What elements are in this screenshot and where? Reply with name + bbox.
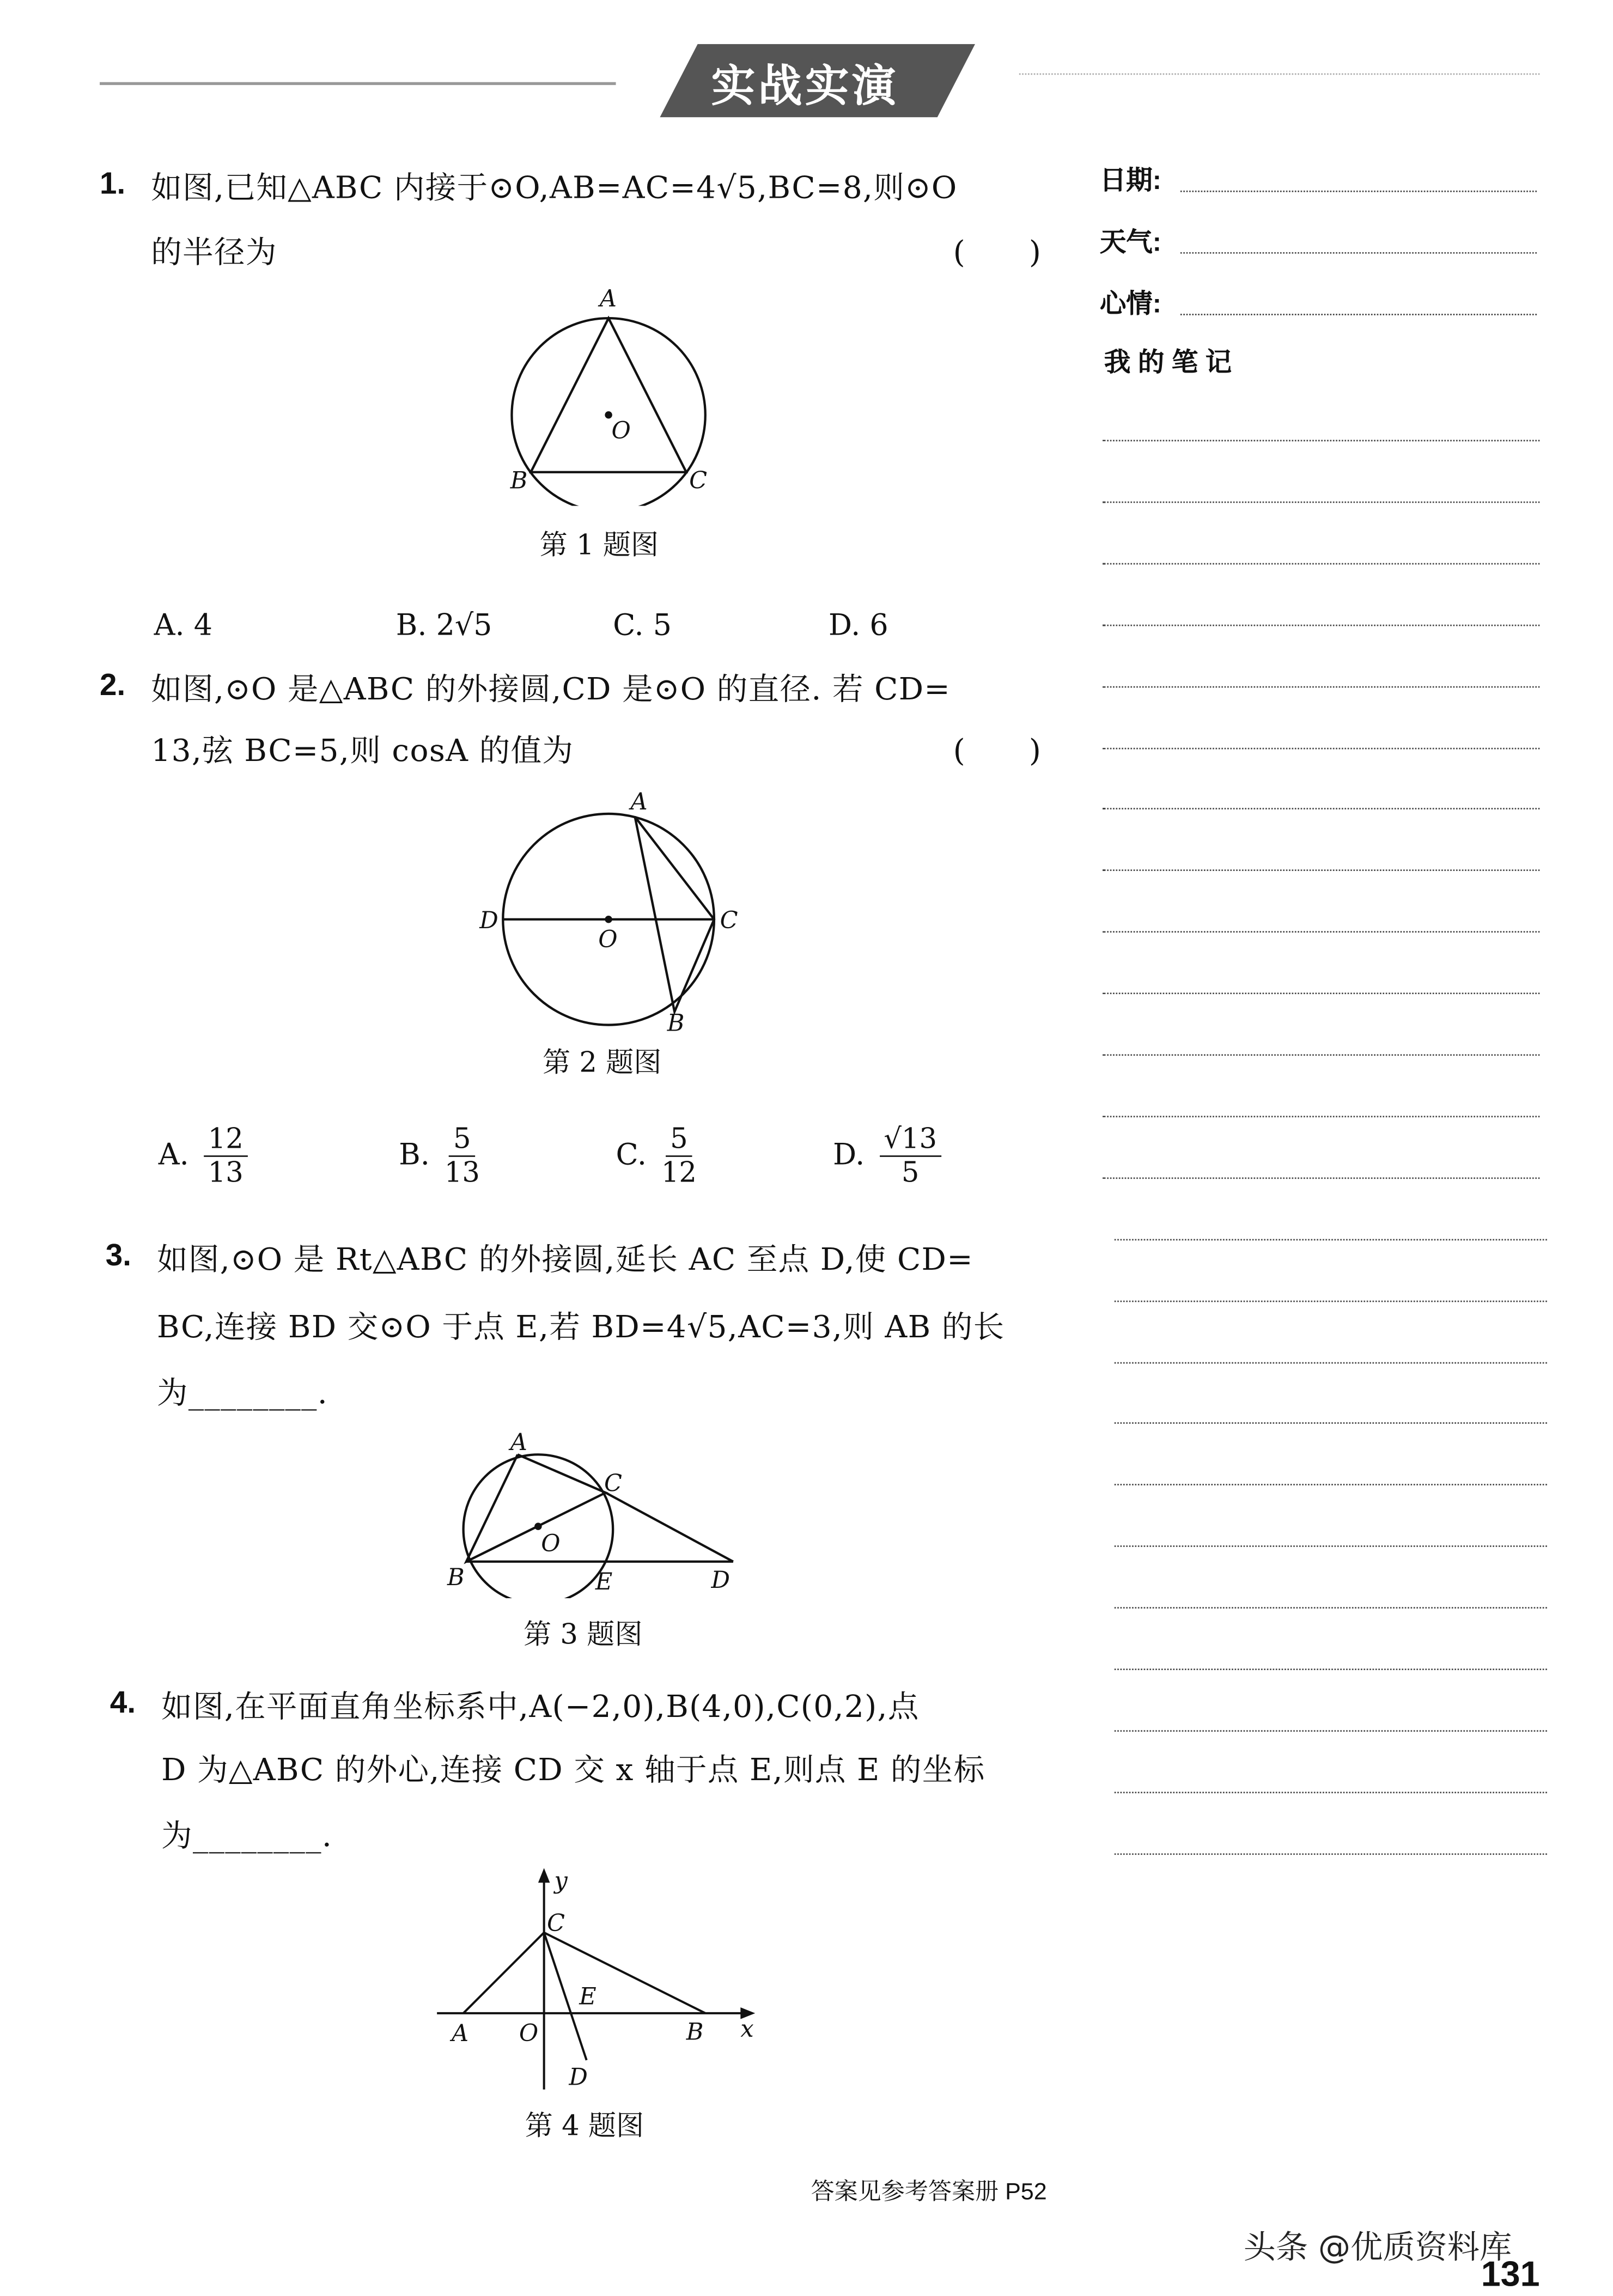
mood-field[interactable] (1180, 314, 1537, 315)
option-value: 2√5 (436, 607, 492, 643)
figure-2-caption: 第 2 题图 (542, 1046, 662, 1080)
numerator: 5 (666, 1123, 692, 1157)
question-2-text: 如图,⊙O 是△ABC 的外接圆,CD 是⊙O 的直径. 若 CD= (151, 671, 951, 707)
option-c[interactable] (613, 607, 672, 642)
label-c: C (689, 467, 708, 495)
date-label: 日期: (1099, 166, 1161, 196)
page-number: 131 (1481, 2255, 1540, 2295)
note-line[interactable] (1103, 870, 1539, 872)
notes-title: 我 的 笔 记 (1104, 347, 1232, 377)
label-o: O (598, 925, 618, 953)
note-line[interactable] (1115, 1792, 1547, 1793)
option-b[interactable] (396, 607, 492, 642)
label-a: A (630, 788, 648, 815)
label-c: C (604, 1470, 622, 1497)
numerator: 12 (204, 1123, 248, 1157)
note-line[interactable] (1103, 1177, 1539, 1179)
option-a[interactable] (154, 607, 212, 642)
note-line[interactable] (1103, 993, 1539, 995)
label-c: C (720, 906, 738, 934)
option-c[interactable] (616, 1123, 697, 1189)
answer-reference: 答案见参考答案册 P52 (811, 2180, 1047, 2206)
note-line[interactable] (1103, 563, 1539, 564)
label-d: D (569, 2063, 588, 2091)
watermark: 头条 @优质资料库 (1243, 2230, 1512, 2267)
note-line[interactable] (1103, 686, 1539, 687)
label-c: C (547, 1910, 565, 1938)
option-label: A. (154, 607, 185, 643)
label-a: A (510, 1429, 527, 1457)
date-field[interactable] (1180, 191, 1537, 192)
option-label: D. (828, 607, 861, 643)
figure-3 (440, 1422, 756, 1598)
question-3-text: 为________. (157, 1375, 328, 1411)
answer-bracket[interactable]: ( ) (953, 234, 1042, 270)
note-line[interactable] (1103, 808, 1539, 810)
note-line[interactable] (1103, 624, 1539, 626)
header-rule-right (1019, 74, 1540, 75)
option-d[interactable] (833, 1123, 941, 1189)
note-line[interactable] (1115, 1668, 1547, 1670)
note-line[interactable] (1115, 1239, 1547, 1240)
option-label: C. (616, 1136, 647, 1172)
note-line[interactable] (1103, 931, 1539, 933)
note-line[interactable] (1115, 1607, 1547, 1609)
note-line[interactable] (1115, 1730, 1547, 1732)
figure-2 (469, 784, 747, 1034)
option-value: 4 (193, 607, 213, 643)
question-1-text: 如图,已知△ABC 内接于⊙O,AB=AC=4√5,BC=8,则⊙O (151, 170, 958, 205)
label-b: B (686, 2018, 704, 2046)
answer-bracket[interactable]: ( ) (953, 733, 1042, 769)
figure-1 (484, 286, 733, 506)
option-a[interactable] (159, 1123, 248, 1189)
label-o: O (611, 417, 631, 444)
note-line[interactable] (1115, 1300, 1547, 1302)
option-label: A. (158, 1136, 189, 1172)
option-label: B. (395, 607, 427, 643)
section-title: 实战实演 (711, 62, 899, 113)
fraction (879, 1123, 941, 1189)
note-line[interactable] (1103, 501, 1539, 503)
question-3-text: BC,连接 BD 交⊙O 于点 E,若 BD=4√5,AC=3,则 AB 的长 (157, 1309, 1005, 1345)
label-o: O (519, 2019, 539, 2047)
mood-label: 心情: (1099, 289, 1161, 319)
option-value: 6 (869, 607, 888, 643)
label-b: B (447, 1563, 465, 1591)
question-3-number: 3. (105, 1239, 131, 1273)
note-line[interactable] (1103, 747, 1539, 748)
note-line[interactable] (1115, 1484, 1547, 1486)
denominator: 13 (208, 1156, 244, 1190)
label-b: B (667, 1009, 685, 1034)
option-label: D. (832, 1136, 865, 1172)
option-b[interactable] (399, 1123, 480, 1189)
question-1-number: 1. (100, 167, 126, 201)
question-4-text: 如图,在平面直角坐标系中,A(−2,0),B(4,0),C(0,2),点 (161, 1689, 920, 1725)
note-line[interactable] (1103, 1116, 1539, 1117)
label-a: A (599, 285, 617, 313)
question-2-number: 2. (100, 668, 126, 703)
fraction (204, 1123, 248, 1189)
numerator: √13 (879, 1123, 941, 1157)
option-d[interactable] (829, 607, 888, 642)
note-line[interactable] (1103, 440, 1539, 442)
question-4-text: D 为△ABC 的外心,连接 CD 交 x 轴于点 E,则点 E 的坐标 (161, 1752, 985, 1788)
option-label: B. (399, 1136, 430, 1172)
note-line[interactable] (1115, 1853, 1547, 1855)
question-1-text: 的半径为 (151, 234, 277, 270)
figure-4-caption: 第 4 题图 (525, 2110, 644, 2142)
label-y: y (554, 1867, 568, 1895)
label-d: D (479, 906, 498, 934)
label-x: x (740, 2015, 754, 2043)
fraction (661, 1123, 697, 1189)
numerator: 5 (449, 1123, 476, 1157)
option-label: C. (613, 607, 644, 643)
figure-3-caption: 第 3 题图 (523, 1618, 643, 1651)
label-b: B (510, 467, 528, 495)
note-line[interactable] (1115, 1423, 1547, 1424)
note-line[interactable] (1115, 1546, 1547, 1548)
note-line[interactable] (1103, 1054, 1539, 1056)
weather-label: 天气: (1099, 227, 1161, 257)
question-4-number: 4. (109, 1686, 136, 1720)
figure-1-caption: 第 1 题图 (539, 529, 659, 562)
label-d: D (711, 1567, 731, 1594)
question-2-text: 13,弦 BC=5,则 cosA 的值为 (151, 733, 574, 769)
question-3-text: 如图,⊙O 是 Rt△ABC 的外接圆,延长 AC 至点 D,使 CD= (157, 1241, 973, 1277)
label-e: E (595, 1568, 613, 1595)
label-e: E (579, 1983, 596, 2011)
weather-field[interactable] (1180, 252, 1537, 254)
figure-4 (425, 1862, 777, 2104)
note-line[interactable] (1115, 1361, 1547, 1363)
option-value: 5 (653, 607, 672, 643)
header-rule-left (100, 82, 616, 85)
denominator: 12 (661, 1156, 697, 1190)
label-o: O (541, 1530, 561, 1557)
denominator: 13 (444, 1156, 480, 1190)
question-4-text: 为________. (161, 1818, 333, 1854)
denominator: 5 (901, 1156, 920, 1190)
fraction (445, 1123, 480, 1189)
label-a: A (452, 2019, 469, 2047)
